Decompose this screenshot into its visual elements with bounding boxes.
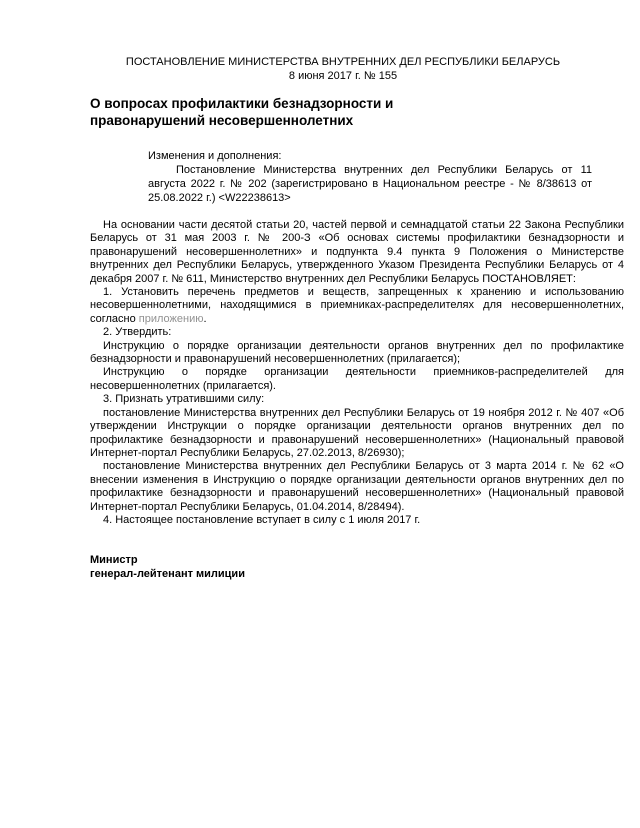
body-paragraph-7: постановление Министерства внутренних дел Республики Беларусь от 19 ноября 2012 г. № 407 «Об утверждении Инструкции о порядке организации деятельности органов внутренних дел по профилактике безнадзорности и правонарушений несовершеннолетних» (Национальный правовой Интернет-портал Республики Беларусь, 27.02.2013, 8/26930); — [90, 406, 624, 459]
body-paragraph-8: постановление Министерства внутренних дел Республики Беларусь от 3 марта 2014 г. № 62 «О внесении изменения в Инструкцию о порядке организации деятельности органов внутренних дел по профилактике безнадзорности и правонарушений несовершеннолетних» (Национальный правовой Интернет-портал Республики Беларусь, 01.04.2014, 8/28494). — [90, 460, 624, 513]
document-title-line2: правонарушений несовершеннолетних — [90, 113, 354, 128]
signature-block — [90, 553, 624, 581]
paragraph-2-text: 1. Установить перечень предметов и веществ, запрещенных к хранению и использованию несовершеннолетними, находящимися в приемниках-распределителях для несовершеннолетних, согласно — [90, 286, 624, 325]
body-paragraph-6: 3. Признать утратившими силу: — [103, 393, 265, 406]
amendments-entry: Постановление Министерства внутренних дел Республики Беларусь от 11 августа 2022 г. № 202 (зарегистрировано в Национальном реестре - № 8/38613 от 25.08.2022 г.) <W22238613> — [148, 164, 592, 204]
body-paragraph-2 — [90, 286, 624, 326]
amendments-block — [148, 149, 592, 205]
document-date-number: 8 июня 2017 г. № 155 — [288, 70, 398, 82]
body-paragraph-4: Инструкцию о порядке организации деятельности органов внутренних дел по профилактике безнадзорности и правонарушений несовершеннолетних (прилагается); — [90, 339, 624, 366]
body-paragraph-9: 4. Настоящее постановление вступает в силу с 1 июля 2017 г. — [103, 513, 421, 526]
body-paragraph-3: 2. Утвердить: — [103, 326, 172, 339]
document-header — [90, 55, 596, 83]
annex-link[interactable]: приложению — [138, 312, 204, 325]
signature-post: Министр — [90, 554, 138, 567]
signature-rank: генерал-лейтенант милиции — [90, 568, 245, 581]
document-title — [90, 95, 624, 129]
document-type-line: ПОСТАНОВЛЕНИЕ МИНИСТЕРСТВА ВНУТРЕННИХ ДЕЛ РЕСПУБЛИКИ БЕЛАРУСЬ — [125, 56, 561, 68]
document-body — [90, 219, 624, 527]
body-paragraph-5: Инструкцию о порядке организации деятельности приемников-распределителей для несовершеннолетних (прилагается). — [90, 366, 624, 392]
paragraph-2-period: . — [203, 312, 207, 325]
document-title-line1: О вопросах профилактики безнадзорности и — [90, 96, 394, 111]
body-paragraph-1: На основании части десятой статьи 20, частей первой и семнадцатой статьи 22 Закона Республики Беларусь от 31 мая 2003 г. № 200-З «Об основах системы профилактики безнадзорности и правонарушений несовершеннолетних» и подпункта 9.4 пункта 9 Положения о Министерстве внутренних дел Республики Беларусь, утвержденного Указом Президента Республики Беларусь от 4 декабря 2007 г. № 611, Министерство внутренних дел Республики Беларусь ПОСТАНОВЛЯЕТ: — [90, 219, 624, 285]
amendments-label: Изменения и дополнения: — [148, 150, 282, 162]
